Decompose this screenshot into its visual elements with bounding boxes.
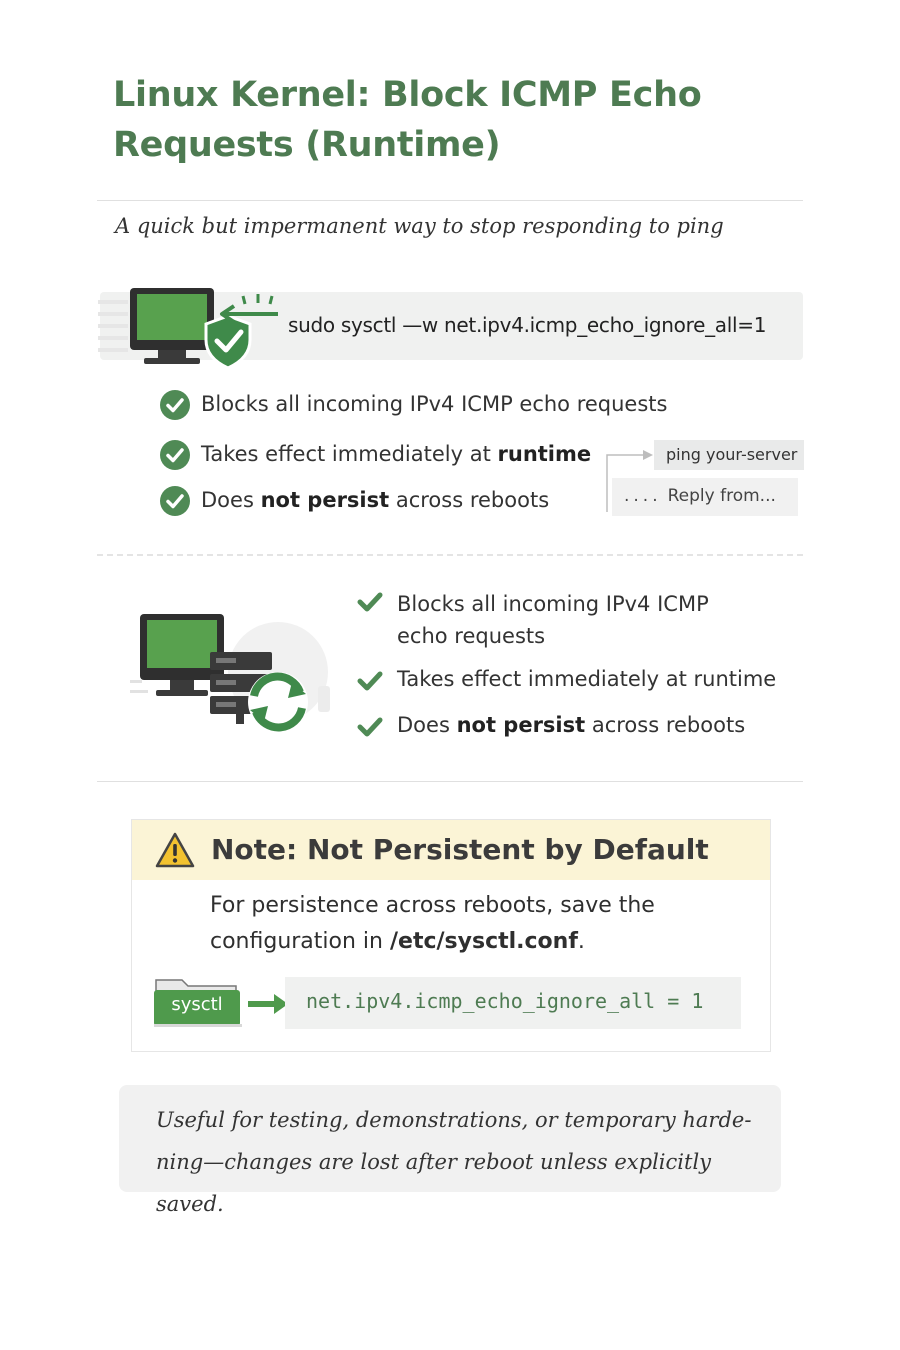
text-emphasis: not persist xyxy=(456,713,586,737)
checkmark-icon xyxy=(357,591,383,613)
list-item xyxy=(357,667,776,692)
text-segment: Takes effect immediately at xyxy=(201,442,498,466)
folder-label: sysctl xyxy=(171,994,223,1015)
page-subtitle: A quick but impermanent way to stop responding to ping xyxy=(115,214,724,238)
monitor-shield-icon xyxy=(96,282,286,376)
list-item xyxy=(160,392,667,420)
text-segment: Blocks all incoming IPv4 ICMP xyxy=(397,592,709,616)
list-item-label xyxy=(201,442,591,466)
note-title: Note: Not Persistent by Default xyxy=(211,833,709,866)
list-item-label xyxy=(397,588,709,652)
title-divider xyxy=(97,200,803,201)
list-item-label: Takes effect immediately at runtime xyxy=(397,667,777,691)
list-item xyxy=(160,442,591,470)
note-box xyxy=(131,819,771,1052)
footer-box xyxy=(119,1085,781,1216)
reply-text: Reply from... xyxy=(667,486,776,506)
text-emphasis: runtime xyxy=(497,442,592,466)
command-text: sudo sysctl —w net.ipv4.icmp_echo_ignore_all=1 xyxy=(288,313,767,337)
text-segment: Does xyxy=(201,488,261,512)
dots-indicator: .... xyxy=(624,486,662,506)
config-code-box: net.ipv4.icmp_echo_ignore_all = 1 xyxy=(285,977,741,1029)
footer-text: Useful for testing, demonstrations, or temporary harde-ning—changes are lost after reboot unless explicitly saved. xyxy=(156,1108,752,1216)
warning-icon xyxy=(154,831,196,869)
list-item-label xyxy=(397,713,745,737)
check-circle-icon xyxy=(160,486,190,516)
text-segment: across reboots xyxy=(585,713,746,737)
checkmark-icon xyxy=(357,670,383,692)
text-segment: . xyxy=(577,929,585,954)
checkmark-icon xyxy=(357,716,383,738)
check-circle-icon xyxy=(160,390,190,420)
arrow-right-icon xyxy=(248,992,290,1016)
list-item-label xyxy=(201,488,549,512)
text-emphasis: not persist xyxy=(260,488,390,512)
list-item-label: Blocks all incoming IPv4 ICMP echo requests xyxy=(201,392,668,416)
text-segment: echo requests xyxy=(397,624,546,648)
reply-output-box xyxy=(612,478,798,516)
list-item xyxy=(357,588,709,652)
note-body xyxy=(210,888,750,960)
list-item xyxy=(357,713,745,738)
config-path: /etc/sysctl.conf xyxy=(389,929,578,954)
check-circle-icon xyxy=(160,440,190,470)
text-segment: across reboots xyxy=(389,488,550,512)
section-divider xyxy=(97,554,803,556)
ping-command-box: ping your-server xyxy=(654,440,804,470)
page-title: Linux Kernel: Block ICMP Echo Requests (Runtime) xyxy=(113,75,702,165)
text-segment: Does xyxy=(397,713,457,737)
section-divider xyxy=(97,781,803,782)
text-segment: For persistence across reboots, save the configuration in xyxy=(210,893,655,954)
sysctl-folder-icon xyxy=(152,974,244,1028)
list-item xyxy=(160,488,549,516)
computer-server-refresh-icon xyxy=(128,600,333,744)
